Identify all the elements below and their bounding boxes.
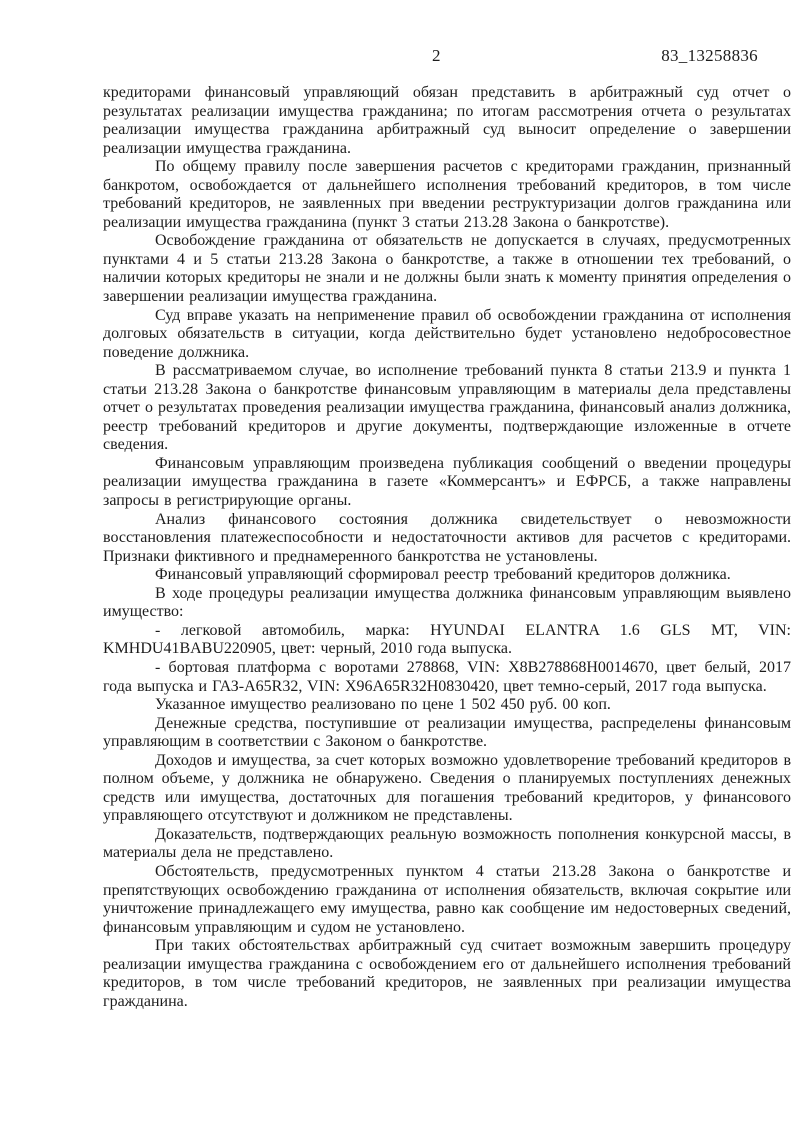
paragraph: При таких обстоятельствах арбитражный суд считает возможным завершить процедуру реализации имущества гражданина с освобождением его от дальнейшего исполнения требований кредиторов, в том числе требований кредиторов, не заявленных при реализации имущества гражданина. [103,937,791,1010]
paragraph: В ходе процедуры реализации имущества должника финансовым управляющим выявлено имущество: [103,584,791,621]
paragraph: Обстоятельств, предусмотренных пунктом 4 статьи 213.28 Закона о банкротстве и препятствующих освобождению гражданина от исполнения обязательств, включая сокрытие или уничтожение принадлежащего ему имущества, равно как сообщение им недостоверных сведений, финансовым управляющим и судом не установлено. [103,862,791,936]
paragraph: - легковой автомобиль, марка: HYUNDAI ELANTRA 1.6 GLS MT, VIN: KMHDU41BABU220905, цвет: черный, 2010 года выпуска. [103,621,791,658]
page-number: 2 [432,46,441,65]
case-number: 83_13258836 [661,46,758,65]
paragraph: По общему правилу после завершения расчетов с кредиторами гражданин, признанный банкротом, освобождается от дальнейшего исполнения требований кредиторов, в том числе требований кредиторов, не заявленных при введении реструктуризации долгов гражданина или реализации имущества гражданина (пункт 3 статьи 213.28 Закона о банкротстве). [103,158,791,231]
paragraph: В рассматриваемом случае, во исполнение требований пункта 8 статьи 213.9 и пункта 1 статьи 213.28 Закона о банкротстве финансовым управляющим в материалы дела представлены отчет о результатах проведения реализации имущества гражданина, финансовый анализ должника, реестр требований кредиторов и другие документы, подтверждающие изложенные в отчете сведения. [103,362,791,454]
paragraph: Доходов и имущества, за счет которых возможно удовлетворение требований кредиторов в полном объеме, у должника не обнаружено. Сведения о планируемых поступлениях денежных средств или имущества, достаточных для погашения требований кредиторов, у финансового управляющего отсутствуют и должником не представлены. [103,751,791,825]
paragraph: Анализ финансового состояния должника свидетельствует о невозможности восстановления платежеспособности и недостаточности активов для расчетов с кредиторами. Признаки фиктивного и преднамеренного банкротства не установлены. [103,510,791,565]
paragraph: Доказательств, подтверждающих реальную возможность пополнения конкурсной массы, в материалы дела не представлено. [103,825,791,862]
paragraph: Финансовым управляющим произведена публикация сообщений о введении процедуры реализации имущества гражданина в газете «Коммерсантъ» и ЕФРСБ, а также направлены запросы в регистрирующие органы. [103,454,791,510]
document-body [103,84,791,1011]
paragraph: Освобождение гражданина от обязательств не допускается в случаях, предусмотренных пунктами 4 и 5 статьи 213.28 Закона о банкротстве, а также в отношении тех требований, о наличии которых кредиторы не знали и не должны были знать к моменту принятия определения о завершении реализации имущества гражданина. [103,232,791,306]
paragraph: Финансовый управляющий сформировал реестр требований кредиторов должника. [155,566,731,584]
paragraph: Суд вправе указать на неприменение правил об освобождении гражданина от исполнения долговых обязательств в ситуации, когда действительно будет установлено недобросовестное поведение должника. [103,306,791,361]
paragraph: Указанное имущество реализовано по цене 1 502 450 руб. 00 коп. [155,696,611,714]
page-header [0,46,800,68]
paragraph: - бортовая платформа с воротами 278868, VIN: X8B278868H0014670, цвет белый, 2017 года выпуска и ГАЗ-А65R32, VIN: X96A65R32H0830420, цвет темно-серый, 2017 года выпуска. [103,658,791,695]
paragraph: Денежные средства, поступившие от реализации имущества, распределены финансовым управляющим в соответствии с Законом о банкротстве. [103,714,791,751]
paragraph: кредиторами финансовый управляющий обязан представить в арбитражный суд отчет о результатах реализации имущества гражданина; по итогам рассмотрения отчета о результатах реализации имущества гражданина арбитражный суд выносит определение о завершении реализации имущества гражданина. [103,84,791,157]
